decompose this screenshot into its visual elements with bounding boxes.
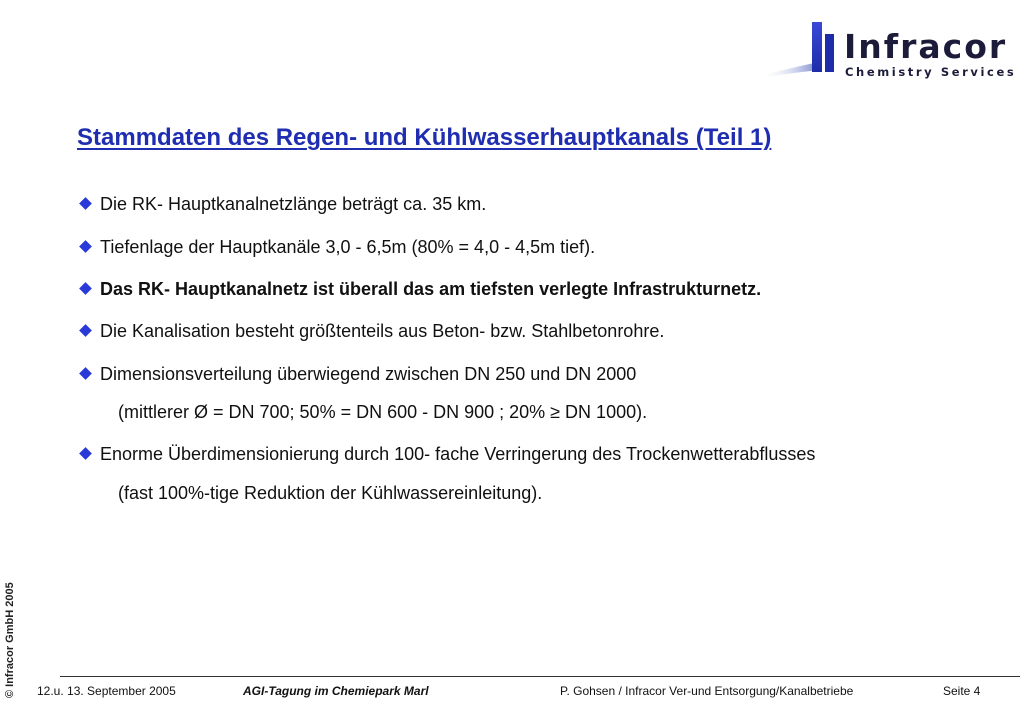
bullet-continuation: (mittlerer Ø = DN 700; 50% = DN 600 - DN 900 ; 20% ≥ DN 1000).: [118, 402, 648, 422]
bullet-continuation: (fast 100%-tige Reduktion der Kühlwassereinleitung).: [118, 483, 543, 503]
logo-wordmark: Infracor: [844, 27, 1008, 66]
bullet-item: [78, 443, 815, 465]
diamond-bullet-icon: [79, 197, 92, 210]
footer-page-number: Seite 4: [943, 684, 981, 698]
bullet-item: [78, 236, 595, 258]
bullet-item: [78, 363, 636, 385]
side-copyright: © Infracor GmbH 2005: [4, 582, 16, 698]
bullet-item: [78, 320, 664, 342]
footer-event: AGI-Tagung im Chemiepark Marl: [243, 684, 429, 698]
bullet-item: [78, 278, 761, 300]
bullet-item: [78, 193, 486, 215]
footer-date: 12.u. 13. September 2005: [37, 684, 176, 698]
diamond-bullet-icon: [79, 447, 92, 460]
diamond-bullet-icon: [79, 282, 92, 295]
footer: [0, 684, 1024, 704]
bullet-text: Die Kanalisation besteht größtenteils aus Beton- bzw. Stahlbetonrohre.: [100, 321, 665, 341]
footer-author: P. Gohsen / Infracor Ver-und Entsorgung/Kanalbetriebe: [560, 684, 854, 698]
infracor-logo-mark-icon: [758, 20, 842, 82]
bullet-text: Das RK- Hauptkanalnetz ist überall das am tiefsten verlegte Infrastrukturnetz.: [100, 279, 762, 299]
page-title: Stammdaten des Regen- und Kühlwasserhauptkanals (Teil 1): [77, 124, 772, 151]
bullet-text: Tiefenlage der Hauptkanäle 3,0 - 6,5m (80% = 4,0 - 4,5m tief).: [100, 237, 596, 257]
diamond-bullet-icon: [79, 367, 92, 380]
logo-tagline: Chemistry Services: [845, 65, 1017, 79]
bullet-text: Die RK- Hauptkanalnetzlänge beträgt ca. 35 km.: [100, 194, 487, 214]
diamond-bullet-icon: [79, 240, 92, 253]
bullet-text: Dimensionsverteilung überwiegend zwischen DN 250 und DN 2000: [100, 364, 637, 384]
infracor-logo: [758, 20, 1017, 85]
bullet-text: Enorme Überdimensionierung durch 100- fache Verringerung des Trockenwetterabflusses: [100, 444, 816, 464]
footer-divider: [60, 676, 1020, 677]
diamond-bullet-icon: [79, 324, 92, 337]
